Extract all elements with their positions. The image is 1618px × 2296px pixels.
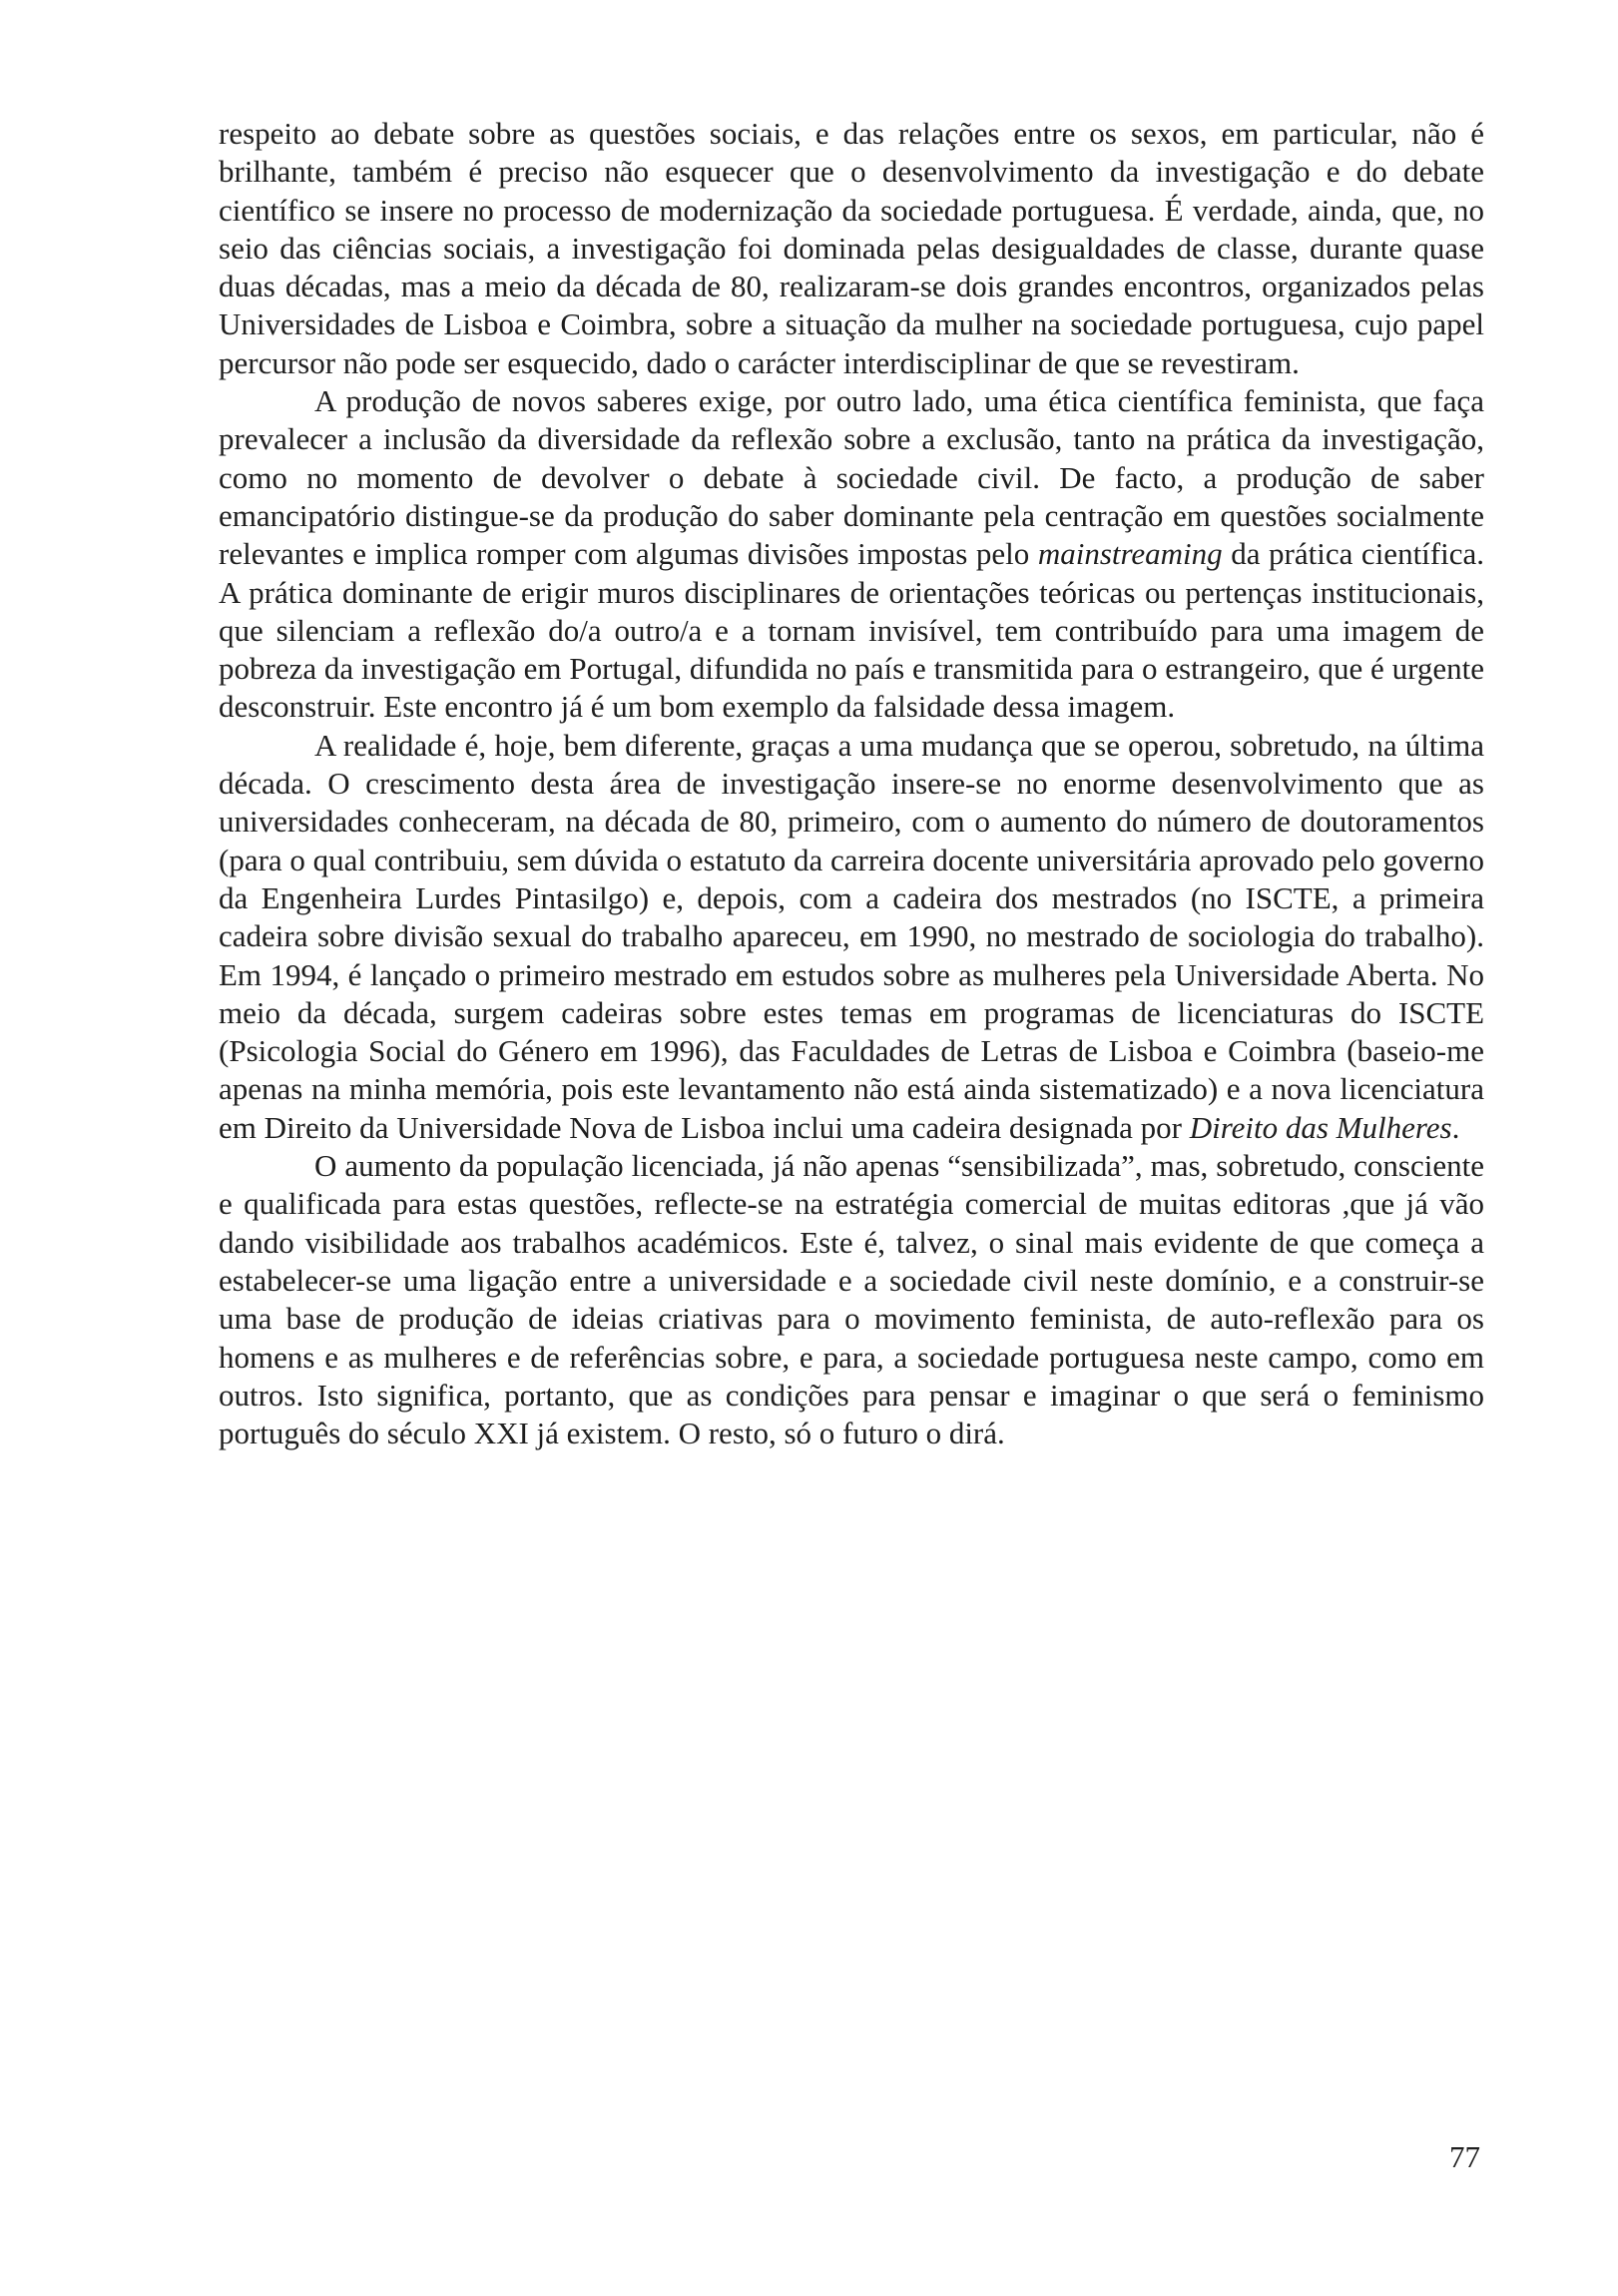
paragraph-2 [219,382,1484,727]
body-text [219,115,1484,1452]
paragraph-3-part-2: . [1451,1109,1460,1145]
paragraph-3 [219,727,1484,1147]
paragraph-1: respeito ao debate sobre as questões sociais, e das relações entre os sexos, em particular, não é brilhante, também é preciso não esquecer que o desenvolvimento da investigação e do debate científico se insere no processo de modernização da sociedade portuguesa. É verdade, ainda, que, no seio das ciências sociais, a investigação foi dominada pelas desigualdades de classe, durante quase duas décadas, mas a meio da década de 80, realizaram-se dois grandes encontros, organizados pelas Universidades de Lisboa e Coimbra, sobre a situação da mulher na sociedade portuguesa, cujo papel percursor não pode ser esquecido, dado o carácter interdisciplinar de que se revestiram. [219,116,1484,380]
italic-term-mainstreaming: mainstreaming [1037,536,1223,572]
page-number: 77 [1449,2139,1480,2174]
paragraph-3-part-1: A realidade é, hoje, bem diferente, graças a uma mudança que se operou, sobretudo, na última década. O crescimento desta área de investigação insere-se no enorme desenvolvimento que as universidades conheceram, na década de 80, primeiro, com o aumento do número de doutoramentos (para o qual contribuiu, sem dúvida o estatuto da carreira docente universitária aprovado pelo governo da Engenheira Lurdes Pintasilgo) e, depois, com a cadeira dos mestrados (no ISCTE, a primeira cadeira sobre divisão sexual do trabalho apareceu, em 1990, no mestrado de sociologia do trabalho). Em 1994, é lançado o primeiro mestrado em estudos sobre as mulheres pela Universidade Aberta. No meio da década, surgem cadeiras sobre estes temas em programas de licenciaturas do ISCTE (Psicologia Social do Género em 1996), das Faculdades de Letras de Lisboa e Coimbra (baseio-me apenas na minha memória, pois este levantamento não está ainda sistematizado) e a nova licenciatura em Direito da Universidade Nova de Lisboa inclui uma cadeira designada por [219,727,1484,1145]
paragraph-2-part-2: da prática científica. A prática dominante de erigir muros disciplinares de orientações teóricas ou pertenças institucionais, que silenciam a reflexão do/a outro/a e a tornam invisível, tem contribuído para uma imagem de pobreza da investigação em Portugal, difundida no país e transmitida para o estrangeiro, que é urgente desconstruir. Este encontro já é um bom exemplo da falsidade dessa imagem. [219,536,1484,725]
italic-term-direito-das-mulheres: Direito das Mulheres [1189,1109,1452,1145]
paragraph-2-part-1: A produção de novos saberes exige, por outro lado, uma ética científica feminista, que faça prevalecer a inclusão da diversidade da reflexão sobre a exclusão, tanto na prática da investigação, como no momento de devolver o debate à sociedade civil. De facto, a produção de saber emancipatório distingue-se da produção do saber dominante pela centração em questões socialmente relevantes e implica romper com algumas divisões impostas pelo [219,383,1484,572]
paragraph-4: O aumento da população licenciada, já não apenas “sensibilizada”, mas, sobretudo, consciente e qualificada para estas questões, reflecte-se na estratégia comercial de muitas editoras ,que já vão dando visibilidade aos trabalhos académicos. Este é, talvez, o sinal mais evidente de que começa a estabelecer-se uma ligação entre a universidade e a sociedade civil neste domínio, e a construir-se uma base de produção de ideias criativas para o movimento feminista, de auto-reflexão para os homens e as mulheres e de referências sobre, e para, a sociedade portuguesa neste campo, como em outros. Isto significa, portanto, que as condições para pensar e imaginar o que será o feminismo português do século XXI já existem. O resto, só o futuro o dirá. [219,1148,1484,1451]
